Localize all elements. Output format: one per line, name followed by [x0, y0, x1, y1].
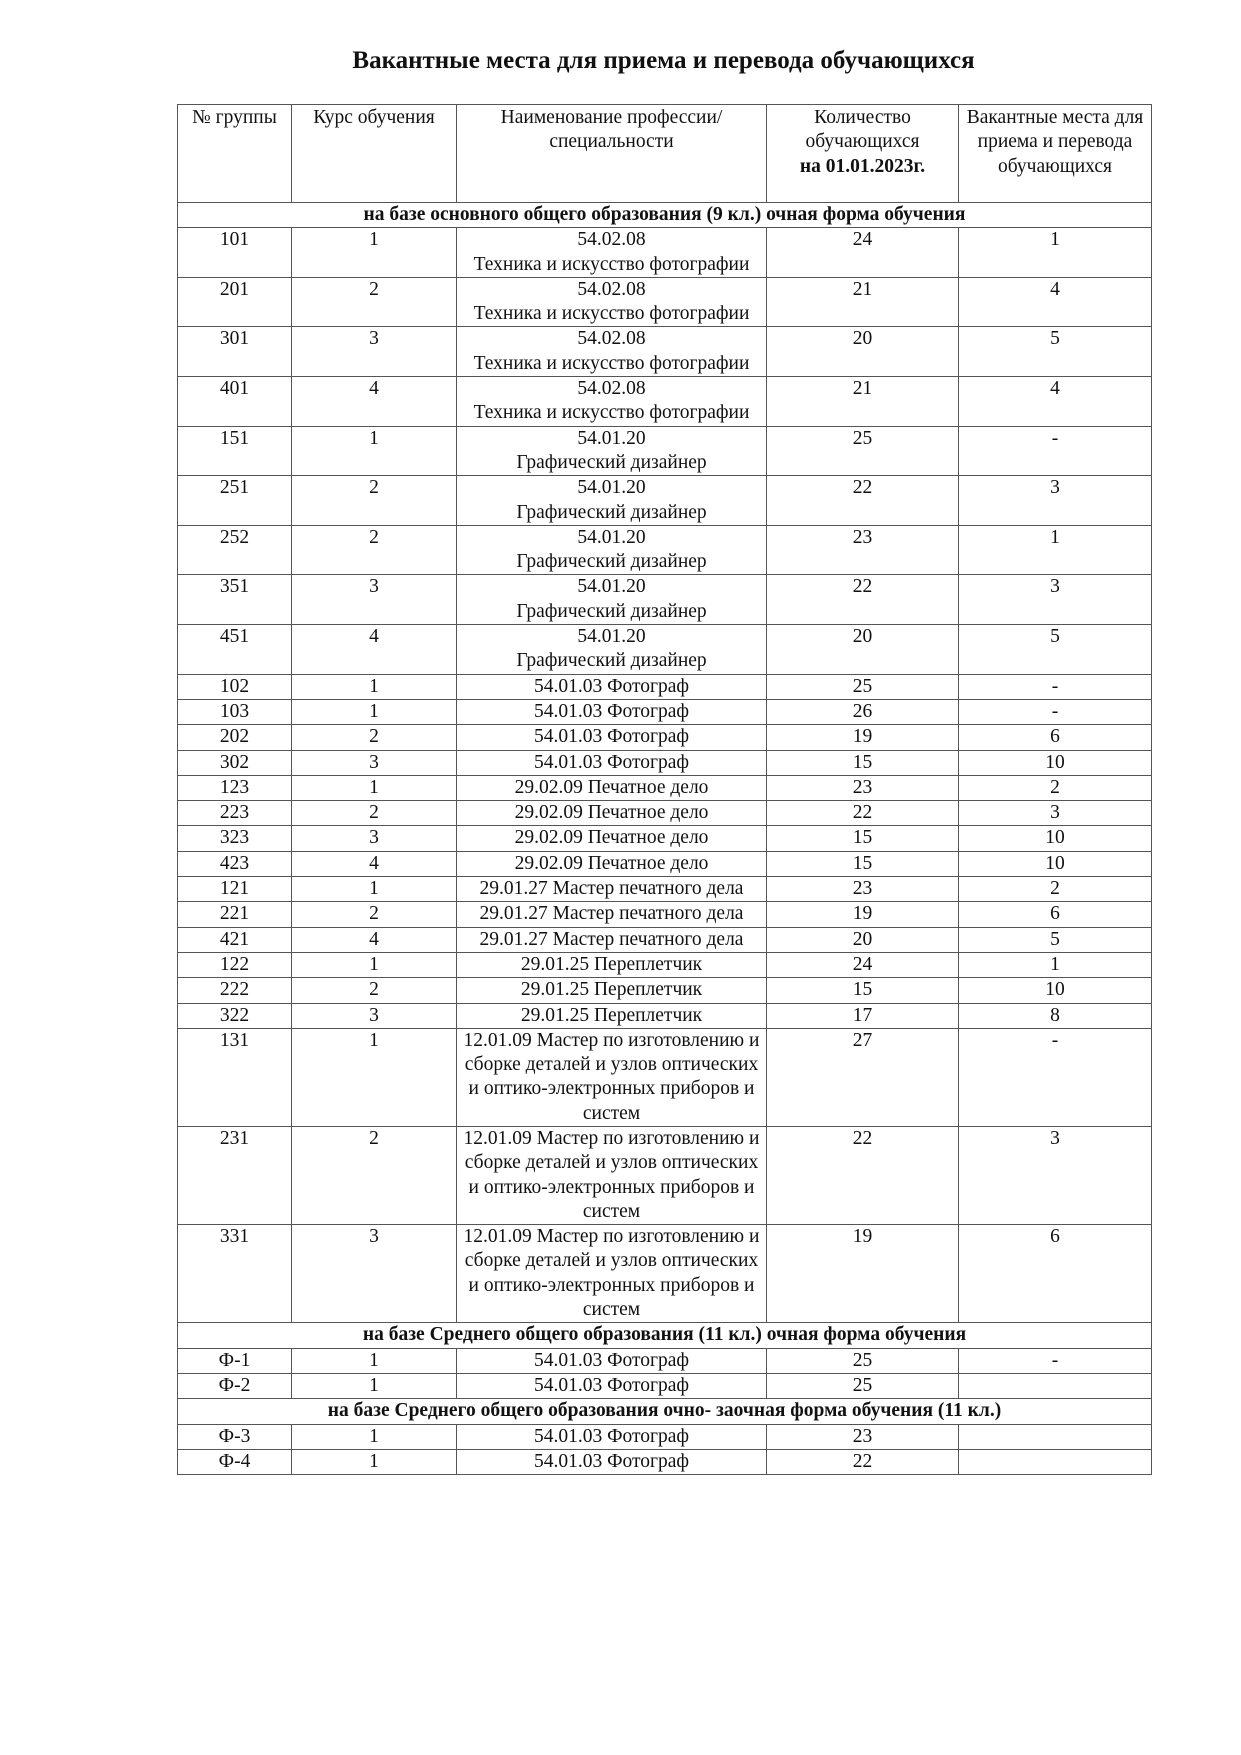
cell-student-count: 15: [767, 750, 959, 775]
cell-course: 2: [292, 476, 457, 526]
profession-name-line: 54.01.20: [577, 477, 646, 499]
cell-profession-name: [457, 1449, 767, 1474]
cell-vacancies: 5: [959, 927, 1152, 952]
profession-name-line: 54.01.03 Фотограф: [533, 751, 690, 773]
profession-name-line: 29.01.25 Переплетчик: [520, 953, 703, 975]
cell-course: 4: [292, 377, 457, 427]
cell-profession-name: [457, 699, 767, 724]
table-header-row: [178, 105, 1152, 203]
header-student-count: [767, 105, 959, 203]
table-row: [178, 476, 1152, 526]
table-row: [178, 978, 1152, 1003]
table-body: [178, 203, 1152, 1475]
header-course: Курс обучения: [292, 105, 457, 203]
profession-name-line: 54.01.20: [577, 526, 646, 548]
cell-course: 1: [292, 1028, 457, 1126]
table-row: [178, 525, 1152, 575]
cell-student-count: 25: [767, 426, 959, 476]
cell-group: 222: [178, 978, 292, 1003]
cell-course: 2: [292, 978, 457, 1003]
cell-course: 2: [292, 1126, 457, 1224]
cell-course: 3: [292, 1225, 457, 1323]
section-title: на базе основного общего образования (9 кл.) очная форма обучения: [178, 203, 1152, 228]
cell-course: 4: [292, 625, 457, 675]
profession-name-line: 12.01.09 Мастер по изготовлению и сборке деталей и узлов оптических и оптико-электронных приборов и систем: [463, 1226, 760, 1321]
table-row: [178, 877, 1152, 902]
profession-name-line: 54.02.08: [577, 378, 646, 400]
cell-course: 2: [292, 801, 457, 826]
cell-profession-name: [457, 377, 767, 427]
cell-profession-name: [457, 575, 767, 625]
cell-course: 3: [292, 575, 457, 625]
cell-group: 121: [178, 877, 292, 902]
cell-profession-name: [457, 1126, 767, 1224]
cell-student-count: 24: [767, 228, 959, 278]
cell-profession-name: [457, 625, 767, 675]
cell-student-count: 20: [767, 927, 959, 952]
cell-group: 322: [178, 1003, 292, 1028]
cell-vacancies: 6: [959, 1225, 1152, 1323]
table-row: [178, 851, 1152, 876]
cell-student-count: 23: [767, 1424, 959, 1449]
cell-student-count: 23: [767, 775, 959, 800]
cell-profession-name: [457, 476, 767, 526]
header-group-number: № группы: [178, 105, 292, 203]
table-row: [178, 228, 1152, 278]
cell-vacancies: [959, 1449, 1152, 1474]
cell-student-count: 15: [767, 851, 959, 876]
profession-name-line: 29.02.09 Печатное дело: [514, 776, 709, 798]
cell-profession-name: [457, 952, 767, 977]
vacancies-table: [177, 104, 1152, 1475]
cell-student-count: 22: [767, 801, 959, 826]
cell-course: 1: [292, 426, 457, 476]
cell-vacancies: 6: [959, 902, 1152, 927]
cell-group: 202: [178, 725, 292, 750]
cell-profession-name: [457, 902, 767, 927]
cell-profession-name: [457, 1028, 767, 1126]
table-row: [178, 1126, 1152, 1224]
profession-name-line: 54.01.03 Фотограф: [533, 1450, 690, 1472]
cell-vacancies: -: [959, 699, 1152, 724]
cell-student-count: 22: [767, 1126, 959, 1224]
cell-profession-name: [457, 1348, 767, 1373]
table-row: [178, 1348, 1152, 1373]
table-row: [178, 801, 1152, 826]
cell-course: 2: [292, 725, 457, 750]
header-vacancies: Вакантные места для приема и перевода обучающихся: [959, 105, 1152, 203]
cell-student-count: 23: [767, 877, 959, 902]
profession-name-line: 54.02.08: [577, 229, 646, 251]
cell-student-count: 25: [767, 1373, 959, 1398]
profession-name-line: Графический дизайнер: [516, 451, 707, 473]
cell-group: 223: [178, 801, 292, 826]
profession-name-line: 54.01.03 Фотограф: [533, 700, 690, 722]
cell-profession-name: [457, 426, 767, 476]
profession-name-line: 12.01.09 Мастер по изготовлению и сборке деталей и узлов оптических и оптико-электронных приборов и систем: [463, 1029, 760, 1124]
table-row: [178, 674, 1152, 699]
cell-profession-name: [457, 826, 767, 851]
cell-profession-name: [457, 228, 767, 278]
cell-student-count: 21: [767, 377, 959, 427]
cell-vacancies: 1: [959, 525, 1152, 575]
cell-course: 4: [292, 851, 457, 876]
cell-group: 131: [178, 1028, 292, 1126]
cell-course: 2: [292, 525, 457, 575]
table-row: [178, 426, 1152, 476]
cell-course: 1: [292, 775, 457, 800]
cell-student-count: 27: [767, 1028, 959, 1126]
table-row: [178, 625, 1152, 675]
cell-group: Ф-4: [178, 1449, 292, 1474]
section-title: на базе Среднего общего образования очно- заочная форма обучения (11 кл.): [178, 1399, 1152, 1424]
profession-name-line: Графический дизайнер: [516, 501, 707, 523]
cell-student-count: 21: [767, 277, 959, 327]
cell-vacancies: 3: [959, 575, 1152, 625]
cell-course: 2: [292, 902, 457, 927]
table-row: [178, 327, 1152, 377]
cell-vacancies: -: [959, 674, 1152, 699]
table-row: [178, 750, 1152, 775]
table-row: [178, 927, 1152, 952]
cell-group: 323: [178, 826, 292, 851]
profession-name-line: Техника и искусство фотографии: [473, 352, 750, 374]
cell-group: 302: [178, 750, 292, 775]
cell-course: 3: [292, 327, 457, 377]
cell-student-count: 19: [767, 1225, 959, 1323]
cell-course: 3: [292, 750, 457, 775]
cell-student-count: 19: [767, 725, 959, 750]
table-row: [178, 1373, 1152, 1398]
cell-profession-name: [457, 1424, 767, 1449]
cell-group: 221: [178, 902, 292, 927]
profession-name-line: Техника и искусство фотографии: [473, 253, 750, 275]
cell-student-count: 22: [767, 1449, 959, 1474]
profession-name-line: 54.01.03 Фотограф: [533, 675, 690, 697]
cell-profession-name: [457, 877, 767, 902]
cell-vacancies: 1: [959, 228, 1152, 278]
cell-student-count: 22: [767, 476, 959, 526]
cell-group: 101: [178, 228, 292, 278]
header-student-count-label: Количество обучающихся: [805, 107, 920, 153]
table-row: [178, 575, 1152, 625]
cell-vacancies: 5: [959, 327, 1152, 377]
cell-group: Ф-2: [178, 1373, 292, 1398]
cell-group: 102: [178, 674, 292, 699]
cell-course: 2: [292, 277, 457, 327]
profession-name-line: 29.01.25 Переплетчик: [520, 1004, 703, 1026]
profession-name-line: 54.02.08: [577, 328, 646, 350]
profession-name-line: 29.01.25 Переплетчик: [520, 979, 703, 1001]
section-row: [178, 1399, 1152, 1424]
table-row: [178, 1449, 1152, 1474]
cell-profession-name: [457, 725, 767, 750]
cell-group: 351: [178, 575, 292, 625]
table-row: [178, 1028, 1152, 1126]
cell-vacancies: 2: [959, 877, 1152, 902]
section-row: [178, 203, 1152, 228]
cell-course: 1: [292, 1424, 457, 1449]
cell-group: 423: [178, 851, 292, 876]
cell-vacancies: 10: [959, 851, 1152, 876]
cell-vacancies: 8: [959, 1003, 1152, 1028]
cell-profession-name: [457, 927, 767, 952]
table-row: [178, 1225, 1152, 1323]
table-row: [178, 699, 1152, 724]
table-row: [178, 725, 1152, 750]
cell-student-count: 15: [767, 826, 959, 851]
cell-group: 103: [178, 699, 292, 724]
cell-group: 331: [178, 1225, 292, 1323]
cell-course: 4: [292, 927, 457, 952]
table-row: [178, 377, 1152, 427]
cell-vacancies: 4: [959, 377, 1152, 427]
profession-name-line: 54.01.03 Фотограф: [533, 1349, 690, 1371]
cell-profession-name: [457, 1225, 767, 1323]
cell-student-count: 23: [767, 525, 959, 575]
cell-vacancies: 3: [959, 801, 1152, 826]
cell-group: Ф-1: [178, 1348, 292, 1373]
cell-student-count: 25: [767, 674, 959, 699]
cell-profession-name: [457, 775, 767, 800]
table-row: [178, 775, 1152, 800]
cell-group: 252: [178, 525, 292, 575]
cell-vacancies: 3: [959, 1126, 1152, 1224]
header-student-count-date: на 01.01.2023г.: [799, 155, 926, 177]
cell-student-count: 22: [767, 575, 959, 625]
cell-course: 1: [292, 699, 457, 724]
profession-name-line: Графический дизайнер: [516, 600, 707, 622]
cell-profession-name: [457, 277, 767, 327]
table-row: [178, 902, 1152, 927]
cell-vacancies: 3: [959, 476, 1152, 526]
profession-name-line: 29.02.09 Печатное дело: [514, 827, 709, 849]
cell-group: 421: [178, 927, 292, 952]
cell-course: 3: [292, 826, 457, 851]
cell-student-count: 17: [767, 1003, 959, 1028]
cell-vacancies: 1: [959, 952, 1152, 977]
profession-name-line: Графический дизайнер: [516, 650, 707, 672]
section-row: [178, 1323, 1152, 1348]
cell-vacancies: -: [959, 1348, 1152, 1373]
table-row: [178, 826, 1152, 851]
profession-name-line: 54.01.03 Фотограф: [533, 1374, 690, 1396]
section-title: на базе Среднего общего образования (11 кл.) очная форма обучения: [178, 1323, 1152, 1348]
cell-student-count: 26: [767, 699, 959, 724]
cell-profession-name: [457, 851, 767, 876]
cell-group: 122: [178, 952, 292, 977]
profession-name-line: 29.01.27 Мастер печатного дела: [479, 903, 744, 925]
profession-name-line: Техника и искусство фотографии: [473, 303, 750, 325]
table-row: [178, 1003, 1152, 1028]
cell-profession-name: [457, 525, 767, 575]
cell-course: 1: [292, 228, 457, 278]
table-row: [178, 1424, 1152, 1449]
cell-vacancies: [959, 1424, 1152, 1449]
cell-profession-name: [457, 978, 767, 1003]
cell-group: Ф-3: [178, 1424, 292, 1449]
cell-student-count: 20: [767, 625, 959, 675]
page-title: Вакантные места для приема и перевода обучающихся: [352, 47, 975, 74]
cell-vacancies: 5: [959, 625, 1152, 675]
cell-student-count: 20: [767, 327, 959, 377]
profession-name-line: 12.01.09 Мастер по изготовлению и сборке деталей и узлов оптических и оптико-электронных приборов и систем: [463, 1127, 760, 1222]
cell-group: 231: [178, 1126, 292, 1224]
cell-course: 3: [292, 1003, 457, 1028]
header-profession-name: Наименование профессии/ специальности: [457, 105, 767, 203]
cell-profession-name: [457, 674, 767, 699]
profession-name-line: 54.01.03 Фотограф: [533, 726, 690, 748]
cell-vacancies: 10: [959, 750, 1152, 775]
profession-name-line: 54.02.08: [577, 278, 646, 300]
profession-name-line: Графический дизайнер: [516, 551, 707, 573]
table-row: [178, 952, 1152, 977]
profession-name-line: 54.01.03 Фотограф: [533, 1425, 690, 1447]
profession-name-line: Техника и искусство фотографии: [473, 402, 750, 424]
cell-profession-name: [457, 1373, 767, 1398]
cell-group: 251: [178, 476, 292, 526]
cell-course: 1: [292, 877, 457, 902]
cell-group: 301: [178, 327, 292, 377]
cell-profession-name: [457, 327, 767, 377]
cell-group: 151: [178, 426, 292, 476]
cell-course: 1: [292, 1449, 457, 1474]
cell-vacancies: 4: [959, 277, 1152, 327]
profession-name-line: 29.02.09 Печатное дело: [514, 852, 709, 874]
cell-group: 401: [178, 377, 292, 427]
cell-vacancies: 6: [959, 725, 1152, 750]
cell-profession-name: [457, 1003, 767, 1028]
cell-student-count: 25: [767, 1348, 959, 1373]
cell-group: 451: [178, 625, 292, 675]
cell-profession-name: [457, 801, 767, 826]
profession-name-line: 54.01.20: [577, 427, 646, 449]
cell-vacancies: 10: [959, 978, 1152, 1003]
profession-name-line: 54.01.20: [577, 626, 646, 648]
cell-course: 1: [292, 1348, 457, 1373]
cell-vacancies: -: [959, 426, 1152, 476]
cell-profession-name: [457, 750, 767, 775]
cell-course: 1: [292, 1373, 457, 1398]
cell-student-count: 19: [767, 902, 959, 927]
cell-course: 1: [292, 674, 457, 699]
cell-student-count: 24: [767, 952, 959, 977]
cell-group: 123: [178, 775, 292, 800]
cell-student-count: 15: [767, 978, 959, 1003]
cell-group: 201: [178, 277, 292, 327]
table-row: [178, 277, 1152, 327]
cell-vacancies: 10: [959, 826, 1152, 851]
profession-name-line: 54.01.20: [577, 576, 646, 598]
profession-name-line: 29.01.27 Мастер печатного дела: [479, 928, 744, 950]
cell-course: 1: [292, 952, 457, 977]
profession-name-line: 29.02.09 Печатное дело: [514, 802, 709, 824]
cell-vacancies: -: [959, 1028, 1152, 1126]
cell-vacancies: 2: [959, 775, 1152, 800]
cell-vacancies: [959, 1373, 1152, 1398]
profession-name-line: 29.01.27 Мастер печатного дела: [479, 878, 744, 900]
